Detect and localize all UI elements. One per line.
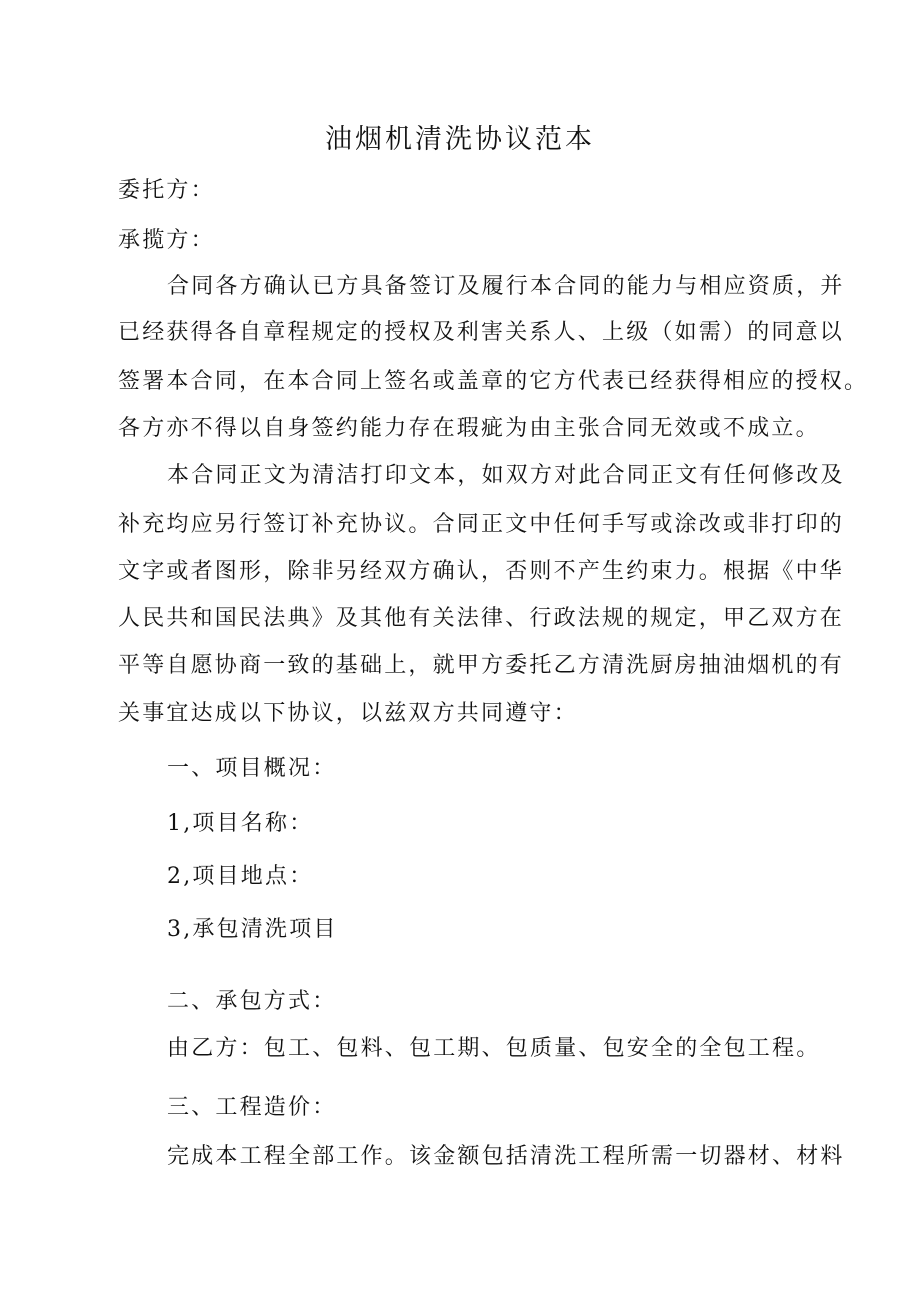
paragraph-1-line-2: 已经获得各自章程规定的授权及利害关系人、上级（如需）的同意以 [118, 320, 845, 345]
paragraph-1-line-4: 各方亦不得以自身签约能力存在瑕疵为由主张合同无效或不成立。 [118, 416, 820, 441]
paragraph-2-line-6: 关事宜达成以下协议，以兹双方共同遵守： [118, 701, 578, 726]
cleaning-items-item: 3,承包清洗项目 [167, 917, 338, 942]
document-title: 油烟机清洗协议范本 [325, 124, 595, 155]
paragraph-2-line-1: 本合同正文为清洁打印文本，如双方对此合同正文有任何修改及 [167, 463, 845, 488]
paragraph-1-line-1: 合同各方确认已方具备签订及履行本合同的能力与相应资质，并 [167, 274, 845, 299]
section-2-heading: 二、承包方式： [167, 989, 337, 1014]
project-name-item: 1,项目名称： [167, 811, 314, 836]
project-location-item: 2,项目地点： [167, 864, 314, 889]
section-2-text: 由乙方：包工、包料、包工期、包质量、包安全的全包工程。 [167, 1036, 821, 1061]
contractor-label: 承揽方： [118, 228, 215, 253]
paragraph-2-line-5: 平等自愿协商一致的基础上，就甲方委托乙方清洗厨房抽油烟机的有 [118, 653, 845, 678]
paragraph-1-line-3: 签署本合同，在本合同上签名或盖章的它方代表已经获得相应的授权。 [118, 369, 869, 394]
client-label: 委托方： [118, 178, 215, 203]
paragraph-2-line-3: 文字或者图形，除非另经双方确认，否则不产生约束力。根据《中华 [118, 559, 845, 584]
paragraph-2-line-2: 补充均应另行签订补充协议。合同正文中任何手写或涂改或非打印的 [118, 512, 845, 537]
section-1-heading: 一、项目概况： [167, 756, 337, 781]
section-3-heading: 三、工程造价： [167, 1095, 337, 1120]
paragraph-2-line-4: 人民共和国民法典》及其他有关法律、行政法规的规定，甲乙双方在 [118, 606, 845, 631]
section-3-text: 完成本工程全部工作。该金额包括清洗工程所需一切器材、材料 [167, 1144, 845, 1169]
